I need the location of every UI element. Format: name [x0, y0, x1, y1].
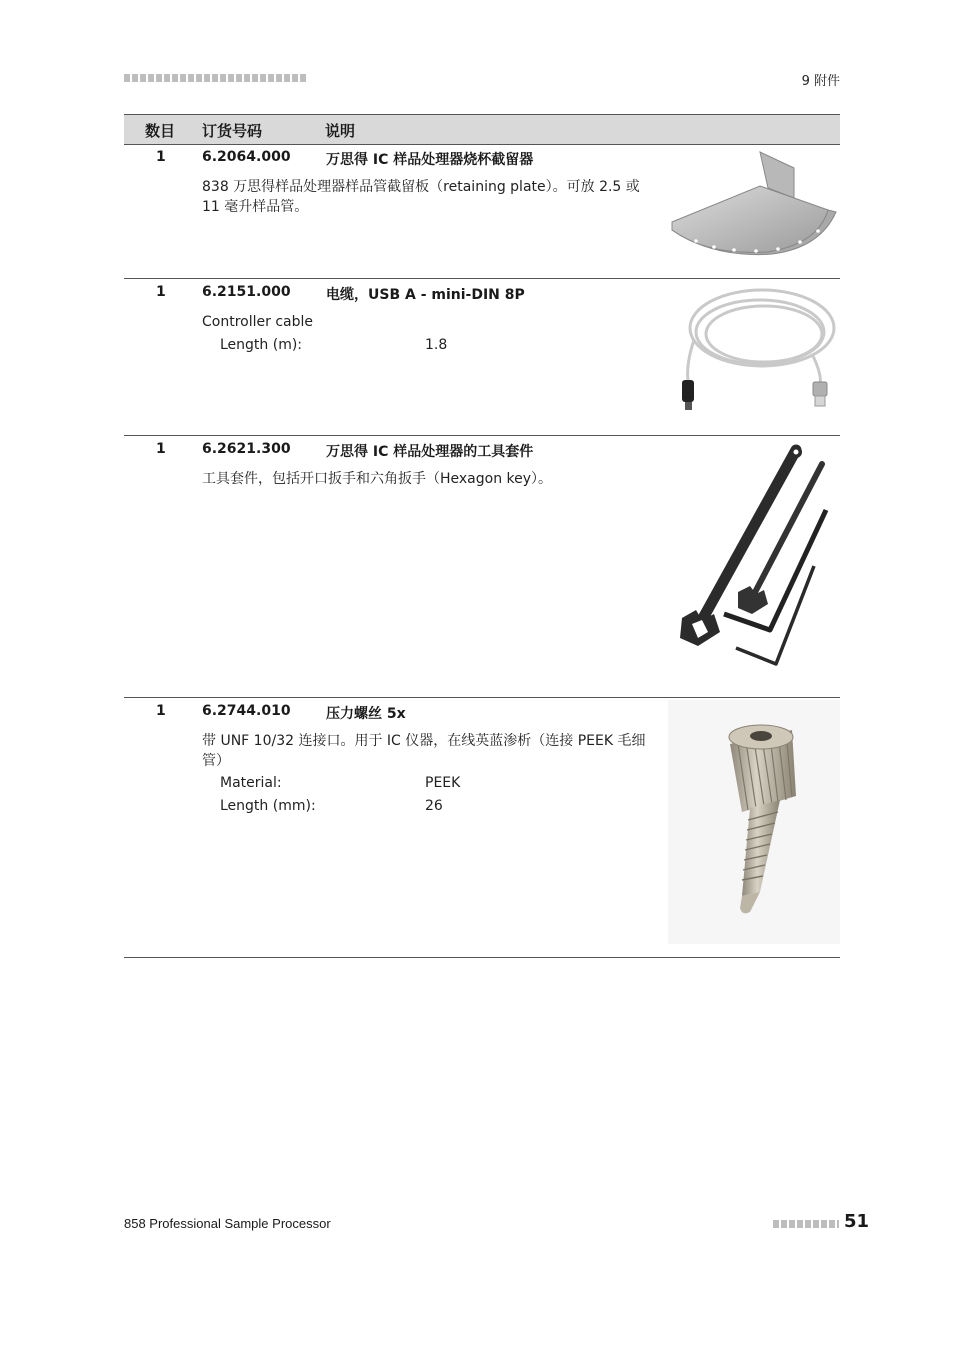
item-description: 带 UNF 10/32 连接口。用于 IC 仪器，在线英蓝渗析（连接 PEEK 毛细管） — [202, 733, 646, 769]
tool-set-image — [672, 442, 840, 674]
item-qty: 1 — [156, 149, 166, 165]
spec-value: PEEK — [425, 775, 461, 791]
row-divider — [124, 435, 840, 436]
item-description: Controller cable — [202, 314, 313, 330]
column-header-order: 订货号码 — [202, 122, 263, 140]
row-divider — [124, 697, 840, 698]
spec-label: Material: — [220, 775, 282, 791]
item-order-number: 6.2151.000 — [202, 284, 291, 300]
footer-decoration — [773, 1220, 839, 1228]
item-description: 工具套件，包括开口扳手和六角扳手（Hexagon key）。 — [202, 471, 553, 487]
spec-value: 1.8 — [425, 337, 448, 353]
footer-product-name: 858 Professional Sample Processor — [124, 1216, 331, 1231]
row-divider — [124, 957, 840, 958]
item-order-number: 6.2064.000 — [202, 149, 291, 165]
item-qty: 1 — [156, 703, 166, 719]
row-divider — [124, 278, 840, 279]
header-decoration — [124, 74, 308, 82]
usb-cable-image — [676, 284, 840, 418]
item-description: 838 万思得样品处理器样品管截留板（retaining plate）。可放 2.5 或 11 毫升样品管。 — [202, 179, 640, 215]
item-qty: 1 — [156, 441, 166, 457]
column-header-desc: 说明 — [325, 122, 356, 140]
spec-value: 26 — [425, 798, 443, 814]
spec-label: Length (m): — [220, 337, 303, 353]
item-title: 万思得 IC 样品处理器的工具套件 — [326, 444, 534, 460]
retaining-plate-image — [668, 148, 840, 260]
pressure-screw-image — [668, 700, 840, 944]
item-qty: 1 — [156, 284, 166, 300]
item-order-number: 6.2621.300 — [202, 441, 291, 457]
item-title: 压力螺丝 5x — [326, 706, 406, 722]
item-title: 电缆，USB A - mini-DIN 8P — [326, 287, 525, 303]
table-header — [124, 114, 840, 145]
column-header-qty: 数目 — [145, 122, 176, 140]
item-order-number: 6.2744.010 — [202, 703, 291, 719]
item-title: 万思得 IC 样品处理器烧杯截留器 — [326, 152, 534, 168]
chapter-title: 9 附件 — [801, 74, 840, 89]
spec-label: Length (mm): — [220, 798, 316, 814]
page-number: 51 — [844, 1211, 870, 1232]
